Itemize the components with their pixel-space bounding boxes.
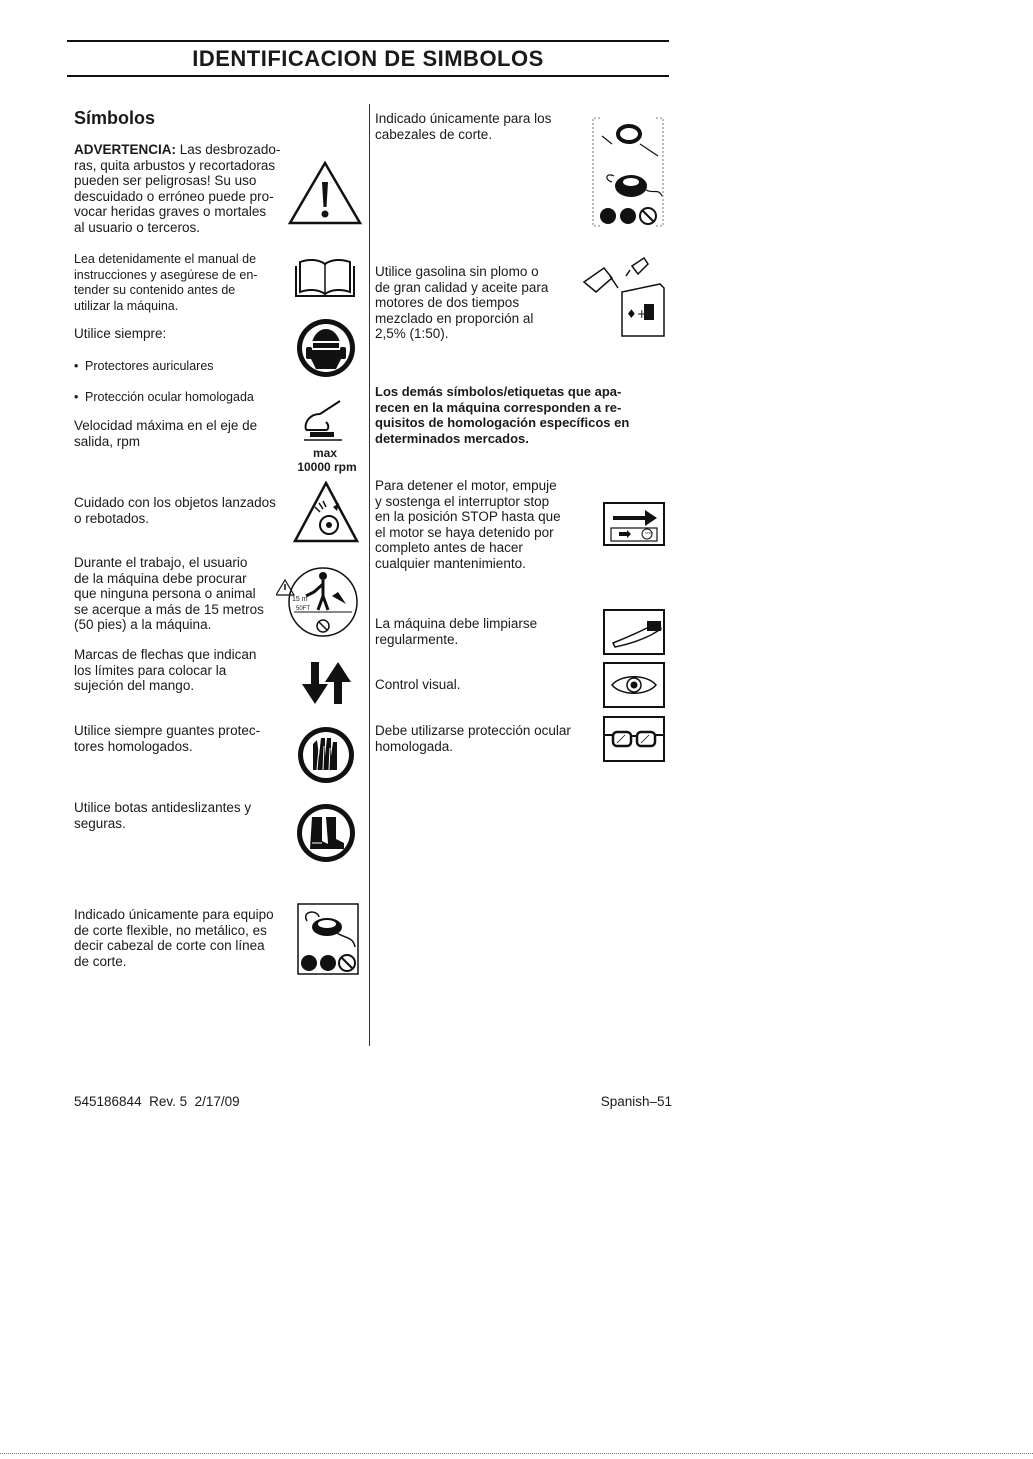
- distance-feet-label: 50FT: [296, 606, 311, 612]
- header-top-rule: [67, 40, 669, 42]
- fuel-mix-icon: [582, 256, 668, 340]
- handle-position-arrows-icon: [298, 660, 356, 706]
- warning-block: [74, 142, 294, 235]
- protect-list: [74, 343, 284, 421]
- safety-glasses-icon: [603, 716, 665, 762]
- trimmer-head-speed-icon: [300, 398, 346, 444]
- safety-distance-icon: [276, 566, 362, 638]
- warning-triangle-icon: [287, 160, 363, 226]
- eye-icon: [603, 662, 665, 708]
- other-symbols-text: Los demás símbolos/etiquetas que apa- recen en la máquina corresponden a re- quisitos de homologación específicos en determinados mercados.: [375, 384, 630, 446]
- distance-meters-label: 15 m: [292, 596, 308, 603]
- header-bottom-rule: [67, 75, 669, 77]
- protect-item-eyes: • Protección ocular homologada: [74, 390, 284, 406]
- objects-text: Cuidado con los objetos lanzados o rebotados.: [74, 495, 276, 526]
- section-title: Símbolos: [74, 108, 156, 128]
- manual-text: Lea detenidamente el manual de instrucciones y asegúrese de en- tender su contenido antes de utilizar la máquina.: [74, 252, 258, 313]
- document-reference: 545186844 Rev. 5 2/17/09: [74, 1094, 240, 1109]
- protect-item-ears: • Protectores auriculares: [74, 359, 284, 375]
- flexible-cutting-head-icon: [297, 903, 359, 975]
- stop-switch-label: STOP: [645, 531, 654, 535]
- boots-text: Utilice botas antideslizantes y seguras.: [74, 800, 252, 831]
- warning-label: ADVERTENCIA:: [74, 142, 177, 157]
- ear-eye-protection-icon: [296, 317, 356, 379]
- visual-control-text: Control visual.: [375, 677, 461, 692]
- safety-boots-icon: [296, 803, 356, 863]
- arrows-text: Marcas de flechas que indican los límites para colocar la sujeción del mango.: [74, 647, 257, 693]
- speed-rpm-value: 10000 rpm: [297, 460, 357, 474]
- manual-book-icon: [294, 256, 356, 298]
- speed-text: Velocidad máxima en el eje de salida, rpm: [74, 418, 258, 449]
- distance-text: Durante el trabajo, el usuario de la máquina debe procurar que ninguna persona o animal se acerque a más de 15 metros (50 pies) a la máquina.: [74, 555, 264, 632]
- gloves-icon: [297, 726, 355, 784]
- stop-switch-icon: [603, 502, 665, 546]
- column-divider: [369, 104, 370, 1046]
- protect-intro: Utilice siempre:: [74, 326, 167, 341]
- eye-protection-text: Debe utilizarse protección ocular homologada.: [375, 723, 571, 754]
- stop-text: Para detener el motor, empuje y sostenga el interruptor stop en la posición STOP hasta que el motor se haya detenido por completo antes de hacer cualquier mantenimiento.: [375, 478, 561, 571]
- page-title: IDENTIFICACION DE SIMBOLOS: [192, 46, 544, 71]
- heads-text: Indicado únicamente para los cabezales de corte.: [375, 111, 552, 142]
- fuel-text: Utilice gasolina sin plomo o de gran calidad y aceite para motores de dos tiempos mezclado en proporción al 2,5% (1:50).: [375, 264, 549, 341]
- speed-max-label: max: [312, 446, 338, 460]
- warning-text: Las desbrozado- ras, quita arbustos y recortadoras pueden ser peligrosas! Su uso descuidado o erróneo puede pro- vocar heridas graves o mortales al usuario o terceros.: [74, 142, 281, 235]
- thrown-objects-warning-icon: [293, 481, 359, 543]
- flex-cutting-text: Indicado únicamente para equipo de corte flexible, no metálico, es decir cabezal de corte con línea de corte.: [74, 907, 274, 969]
- clean-text: La máquina debe limpiarse regularmente.: [375, 616, 538, 647]
- page-number: Spanish–51: [600, 1094, 672, 1109]
- bottom-dotted-edge: [0, 1453, 1033, 1454]
- clean-machine-icon: [603, 609, 665, 655]
- svg-text:♦+: ♦+: [626, 307, 647, 321]
- gloves-text: Utilice siempre guantes protec- tores homologados.: [74, 723, 261, 754]
- cutting-heads-icon: [592, 114, 664, 230]
